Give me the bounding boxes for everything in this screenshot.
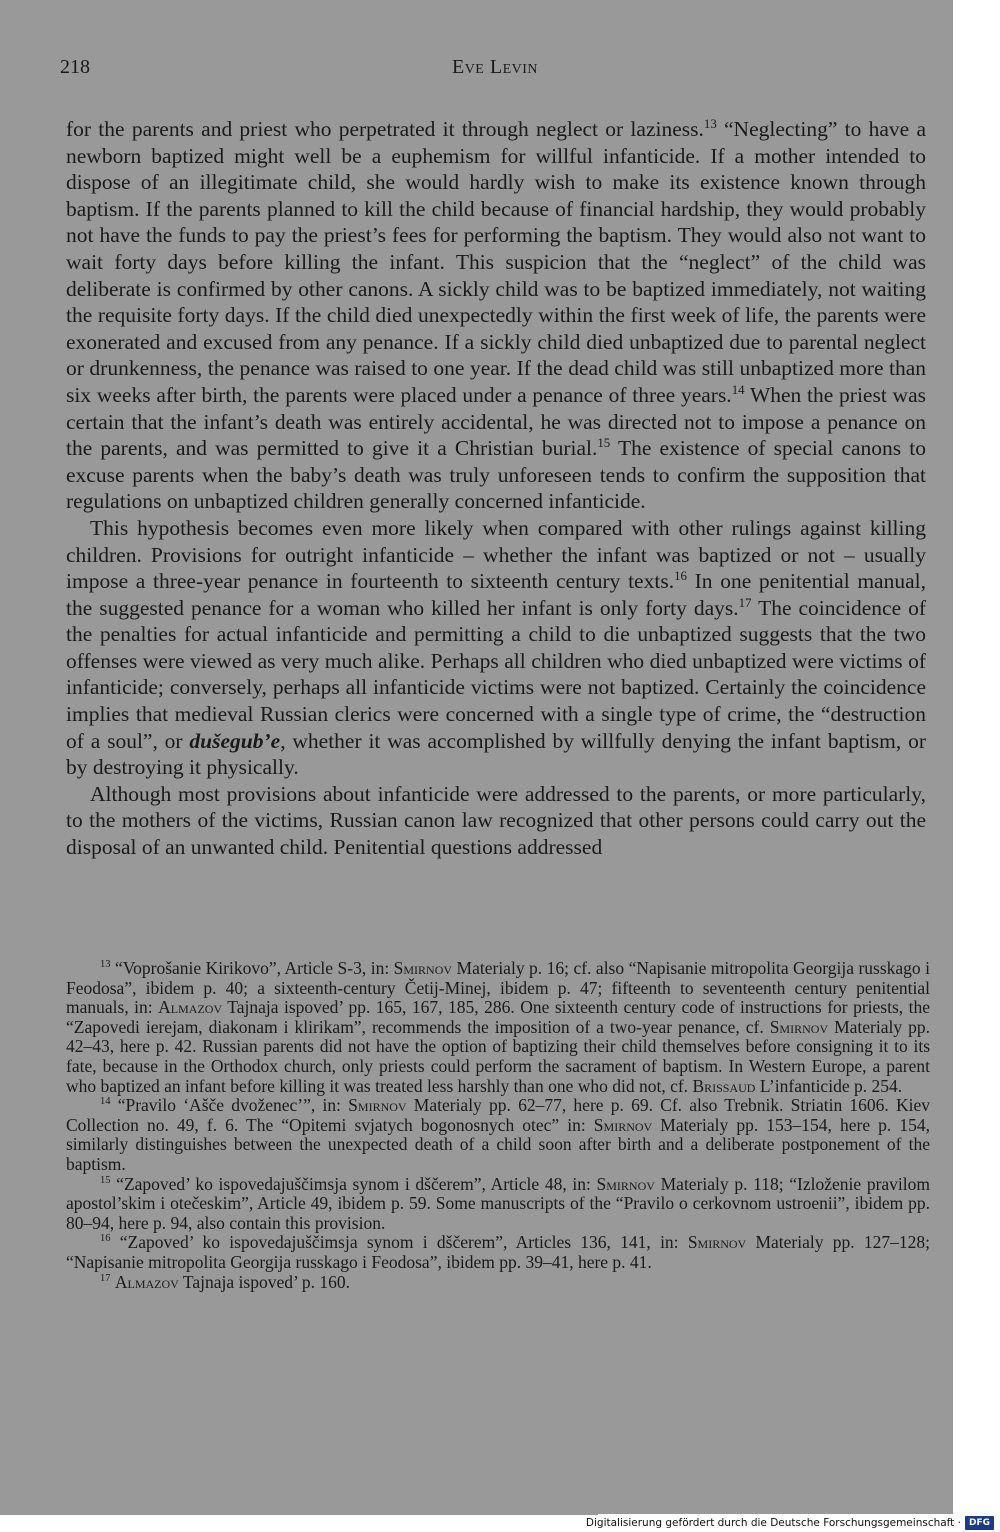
footnote-ref-14: 14 [731,382,745,397]
paragraph-3: Although most provisions about infanticide were addressed to the parents, or more particularly, to the mothers of the victims, Russian canon law recognized that other persons could carry out the disposal of an unwanted child. Penitential questions addressed [66,781,926,860]
paragraph-2: This hypothesis becomes even more likely when compared with other rulings against killing children. Provisions for outright infanticide – whether the infant was baptized or not – usually impose a three-year penance in fourteenth to sixteenth century texts.$^{16}$ In one penitential manual, the suggested penance for a woman who killed her infant is only forty days.$^{17}$ The coincidence of the penalties for actual infanticide and permitting a child to die unbaptized suggests that the two offenses were viewed as very much alike. Perhaps all children who died unbaptized were victims of infanticide; conversely, perhaps all infanticide victims were not baptized. Certainly the coincidence implies that medieval Russian clerics were concerned with a single type of crime, the “destruction of a soul”, or dušegub’e, whether it was accomplished by willfully denying the infant baptism, or by destroying it physically. [66,515,927,780]
footnote-ref-16: 16 [674,568,687,583]
footnote-ref-13: 13 [703,116,717,131]
funding-notice: Digitalisierung gefördert durch die Deutsche Forschungsgemeinschaft · [585,1517,961,1529]
footnote-ref-17: 17 [738,595,752,610]
footnote-ref-15: 15 [597,435,611,450]
page-header [60,56,930,86]
footnote-16: $^{16}$ “Zapoved’ ko ispovedajuščimsja synom i dščerem”, Articles 136, 141, in: Smirnov Materialy pp. 127–128; “Napisanie mitropolita Georgija russkago i Feodosa”, ibidem pp. 39–41, here p. 41. [66,1232,931,1272]
italic-term: dušegub’e [189,728,281,753]
digitization-footer [585,1514,1000,1532]
footnote-14: $^{14}$ “Pravilo ‘Ašče dvoženec’”, in: Smirnov Materialy pp. 62–77, here p. 69. Cf. also Trebnik. Striatin 1606. Kiev Collection no. 49, f. 6. The “Opitemi svjatych bogonosnych otec” in: Smirnov Materialy pp. 153–154, here p. 154, similarly distinguishes between the unexpected death of a child soon after birth and a deliberate postponement of the baptism. [66,1095,931,1174]
footnote-13: $^{13}$ “Voprošanie Kirikovo”, Article S-3, in: Smirnov Materialy p. 16; cf. also “Napisanie mitropolita Georgija russkago i Feodosa”, ibidem p. 40; a sixteenth-century Četij-Minej, ibidem p. 47; fifteenth to seventeenth century penitential manuals, in: Almazov Tajnaja ispoved’ pp. 165, 167, 185, 286. One sixteenth century code of instructions for priests, the “Zapovedi ierejam, diakonam i klirikam”, recommends the imposition of a two-year penance, cf. Smirnov Materialy pp. 42–43, here p. 42. Russian parents did not have the option of baptizing their child themselves before consigning it to its fate, because in the Orthodox church, only priests could perform the sacrament of baptism. In Western Europe, a parent who baptized an infant before killing it was treated less harshly than one who did not, cf. Brissaud L’infanticide p. 254. [66,958,930,1096]
footnotes [66,959,930,1292]
dfg-logo: DFG [965,1516,994,1530]
footnote-15: $^{15}$ “Zapoved’ ko ispovedajuščimsja synom i dščerem”, Article 48, in: Smirnov Materialy p. 118; “Izloženie pravilom apostol’skim i otečeskim”, Article 49, ibidem p. 59. Some manuscripts of the “Pravilo o cerkovnom ustroenii”, ibidem pp. 80–94, here p. 94, also contain this provision. [66,1173,930,1233]
paragraph-1: for the parents and priest who perpetrated it through neglect or laziness.$^{13}$ “Neglecting” to have a newborn baptized might well be a euphemism for willful infanticide. If a mother intended to dispose of an illegitimate child, she would hardly wish to make its existence known through baptism. If the parents planned to kill the child because of financial hardship, they would probably not have the funds to pay the priest’s fees for performing the baptism. They would also not want to wait forty days before killing the infant. This suspicion that the “neglect” of the child was deliberate is confirmed by other canons. A sickly child was to be baptized immediately, not waiting the requisite forty days. If the child died unexpectedly within the first week of life, the parents were exonerated and excused from any penance. If a sickly child died unbaptized due to parental neglect or drunkenness, the penance was raised to one year. If the dead child was still unbaptized more than six weeks after birth, the parents were placed under a penance of three years.$^{14}$ When the priest was certain that the infant’s death was entirely accidental, he was directed not to impose a penance on the parents, and was permitted to give it a Christian burial.$^{15}$ The existence of special canons to excuse parents when the baby’s death was truly unforeseen tends to confirm the supposition that regulations on unbaptized children generally concerned infanticide. [66,116,926,514]
footnote-17: $^{17}$ Almazov Tajnaja ispoved’ p. 160. [100,1271,350,1292]
page-number: 218 [60,56,90,78]
running-head: Eve Levin [451,56,539,78]
body-text [66,116,926,861]
